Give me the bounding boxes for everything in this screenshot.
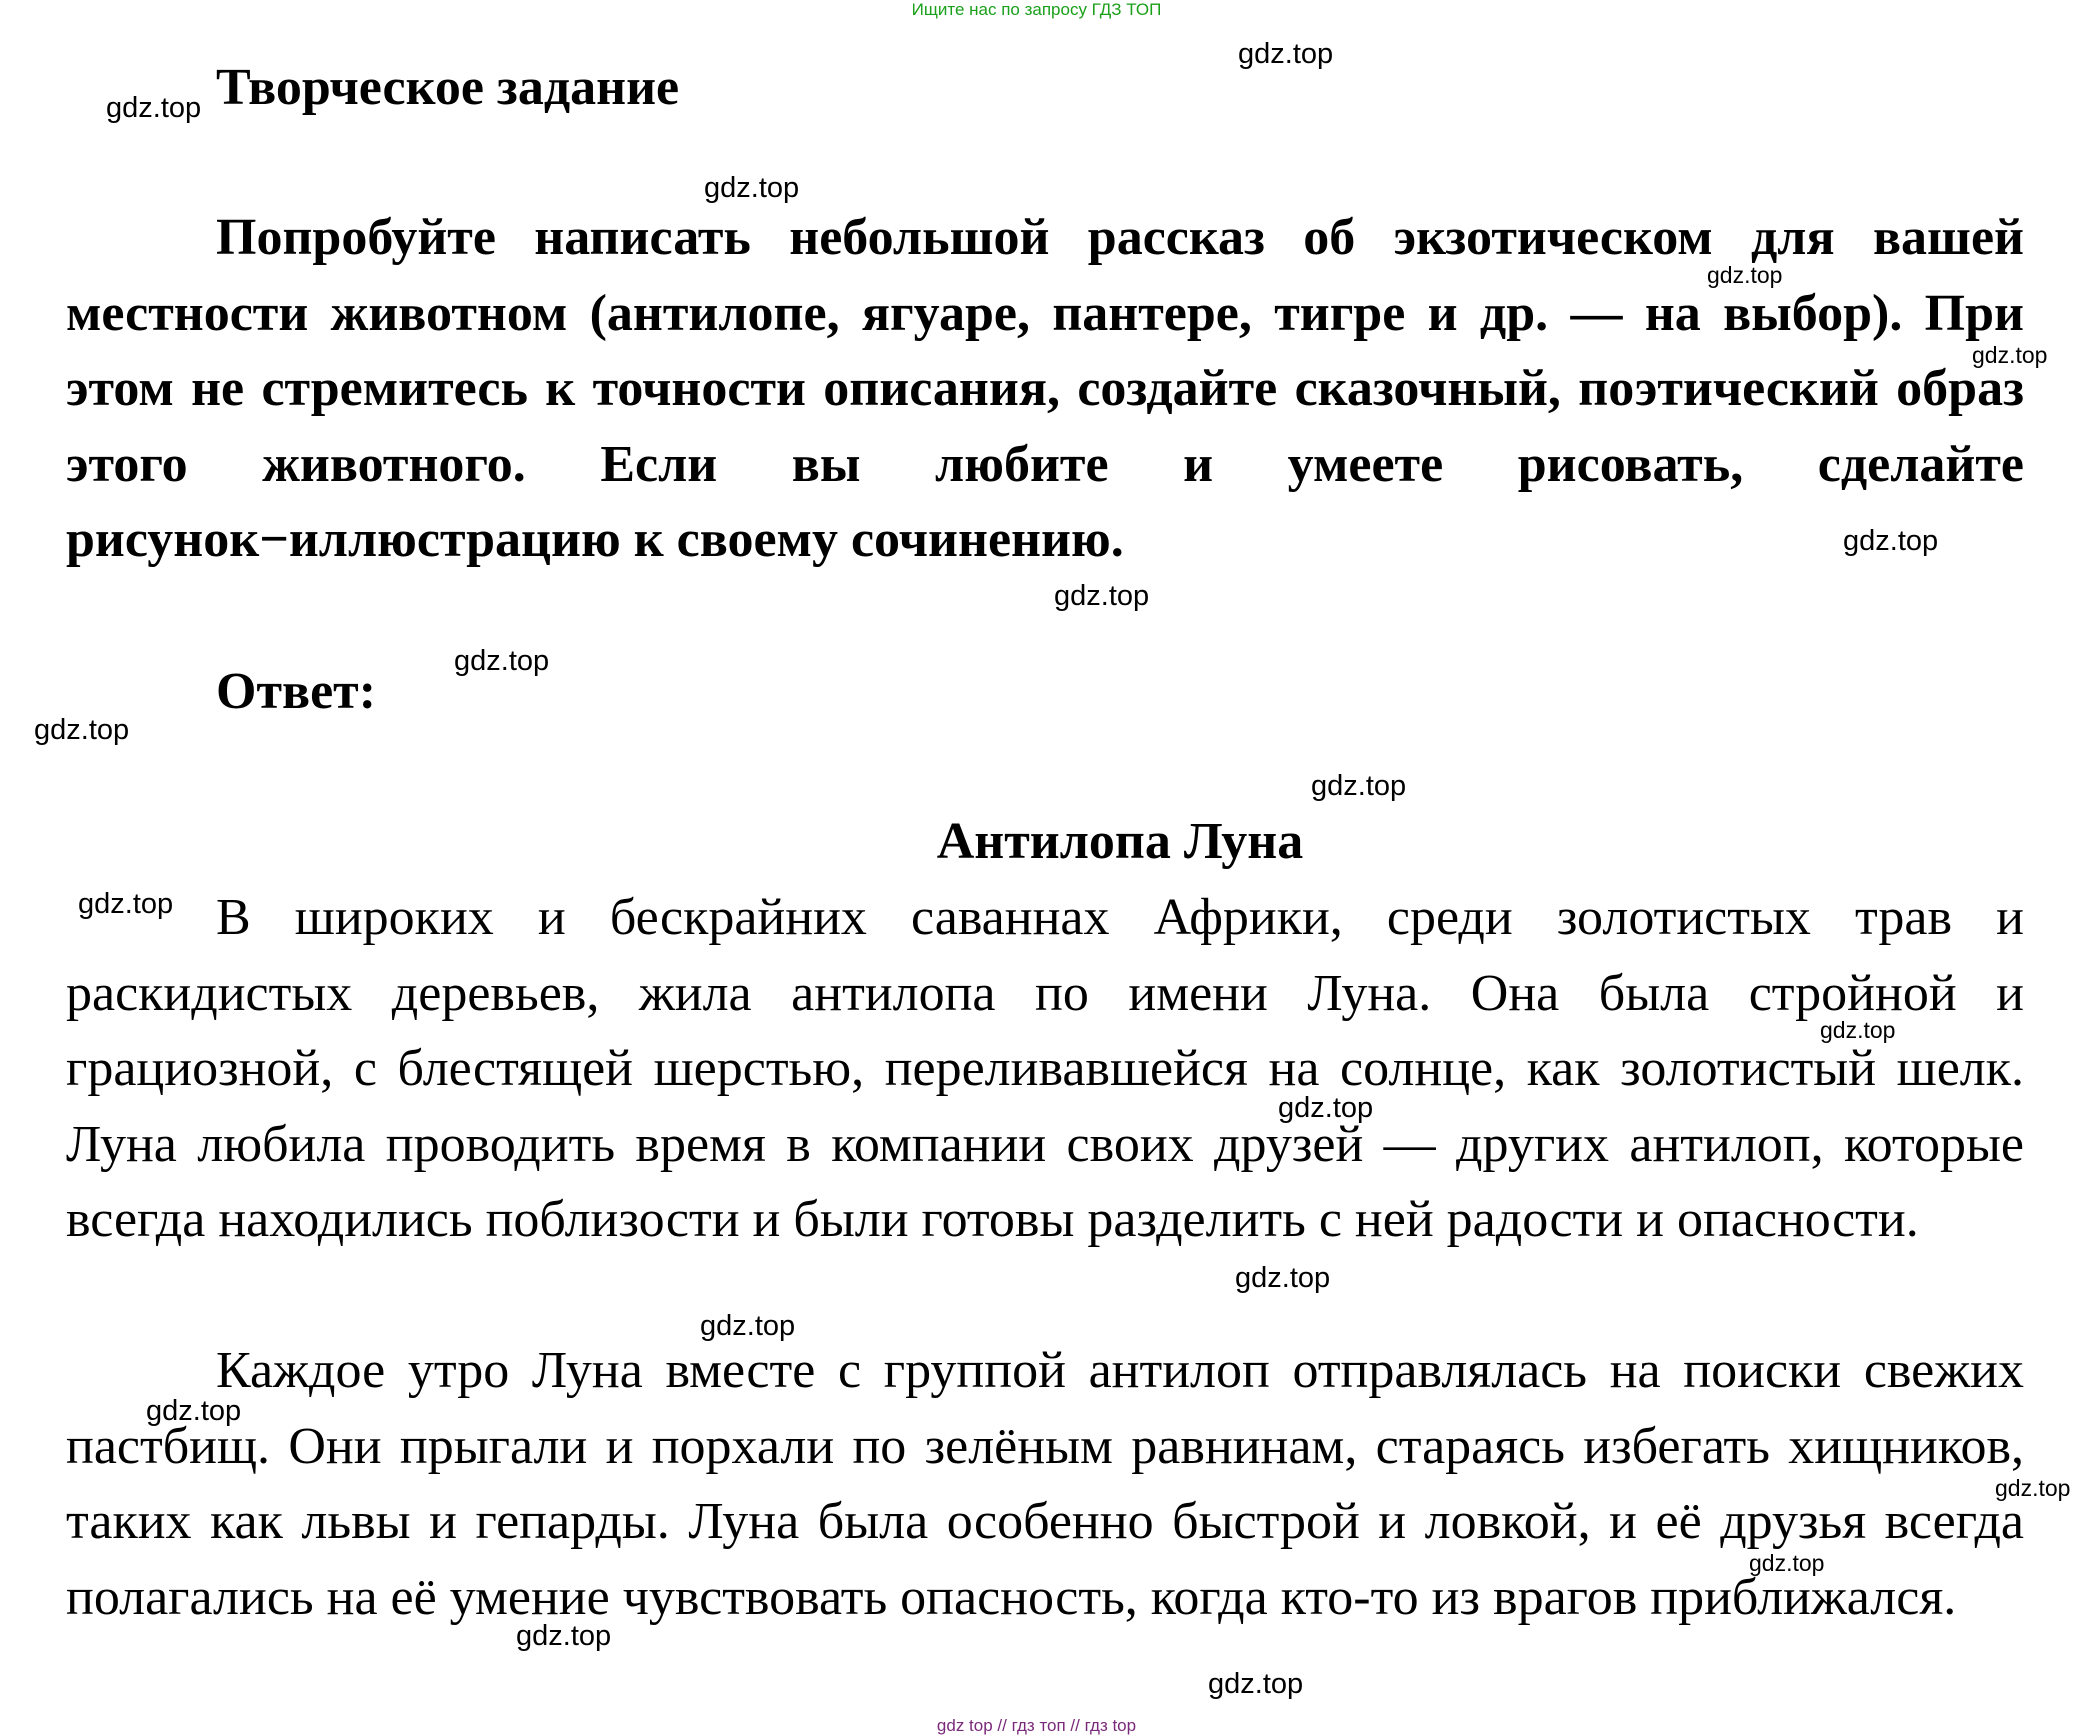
- watermark: gdz.top: [1995, 1475, 2071, 1501]
- bottom-banner: gdz top // гдз топ // гдз top: [936, 1716, 1137, 1735]
- story-title: Антилопа Луна: [936, 813, 1304, 870]
- watermark: gdz.top: [146, 1395, 242, 1427]
- watermark: gdz.top: [1238, 38, 1334, 70]
- watermark: gdz.top: [1054, 580, 1150, 612]
- watermark: gdz.top: [516, 1620, 612, 1652]
- watermark: gdz.top: [704, 172, 800, 204]
- page-title: Творческое задание: [216, 59, 680, 116]
- story-paragraph: Каждое утро Луна вместе с группой антилоп отправлялась на поиски свежих пастбищ. Они прыгали и порхали по зелёным равнинам, стараясь избегать хищников, таких как львы и гепарды. Луна была особенно быстрой и ловкой, и её друзья всегда полагались на её умение чувствовать опасность, когда кто-то из врагов приближался.: [66, 1342, 2024, 1626]
- watermark: gdz.top: [106, 92, 202, 124]
- answer-label: Ответ:: [216, 663, 377, 720]
- top-search-banner: Ищите нас по запросу ГДЗ ТОП: [911, 0, 1162, 19]
- watermark: gdz.top: [1278, 1092, 1374, 1124]
- task-description: Попробуйте написать небольшой рассказ об экзотическом для вашей местности животном (антилопе, ягуаре, пантере, тигре и др. — на выбор). При этом не стремитесь к точности описания, создайте сказочный, поэтический образ этого животного. Если вы любите и умеете рисовать, сделайте рисунок−иллюстрацию к своему сочинению.: [66, 209, 2024, 568]
- watermark: gdz.top: [1235, 1262, 1331, 1294]
- watermark: gdz.top: [1820, 1017, 1896, 1043]
- watermark: gdz.top: [1311, 770, 1407, 802]
- watermark: gdz.top: [454, 645, 550, 677]
- watermark: gdz.top: [78, 888, 174, 920]
- watermark: gdz.top: [1843, 525, 1939, 557]
- watermark: gdz.top: [1749, 1550, 1825, 1576]
- watermark: gdz.top: [1707, 262, 1783, 288]
- watermark: gdz.top: [34, 714, 130, 746]
- watermark: gdz.top: [700, 1310, 796, 1342]
- story-paragraph: В широких и бескрайних саваннах Африки, среди золотистых трав и раскидистых деревьев, жила антилопа по имени Луна. Она была стройной и грациозной, с блестящей шерстью, переливавшейся на солнце, как золотистый шелк. Луна любила проводить время в компании своих друзей — других антилоп, которые всегда находились поблизости и были готовы разделить с ней радости и опасности.: [66, 889, 2024, 1248]
- watermark: gdz.top: [1208, 1668, 1304, 1700]
- watermark: gdz.top: [1972, 342, 2048, 368]
